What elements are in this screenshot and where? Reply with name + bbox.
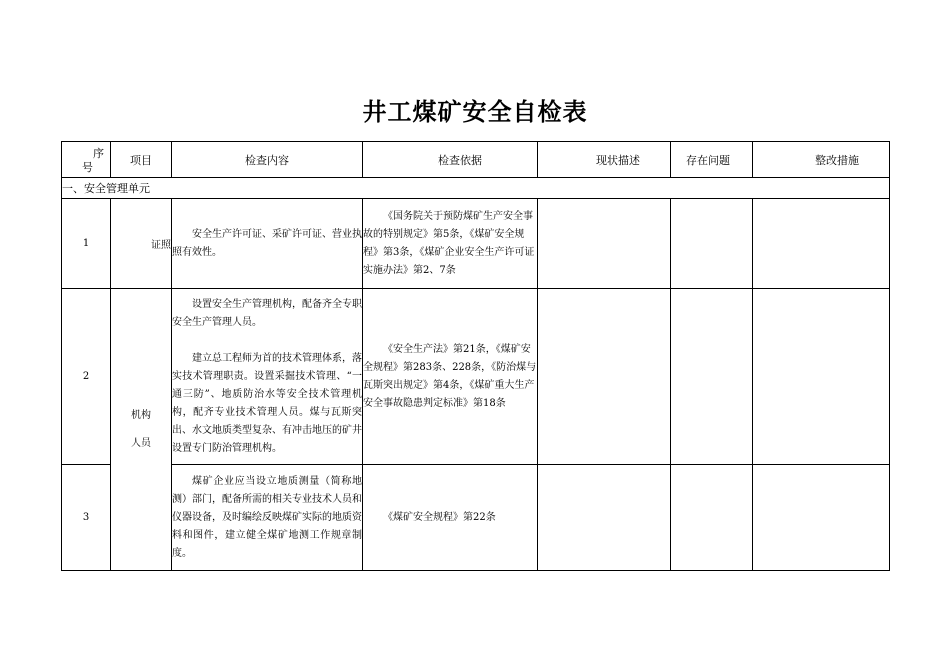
header-content: 检查内容 xyxy=(172,142,363,178)
row-number: 1 xyxy=(62,199,111,289)
row-content xyxy=(172,289,363,465)
header-measure: 整改措施 xyxy=(753,142,890,178)
row-problem-cell[interactable] xyxy=(671,289,753,465)
content-paragraph: 设置安全生产管理机构，配备齐全专职安全生产管理人员。 xyxy=(172,298,362,328)
basis-paragraph: 《国务院关于预防煤矿生产安全事故的特别规定》第5条，《煤矿安全规程》第3条，《煤矿企业安全生产许可证实施办法》第2、7条 xyxy=(363,210,535,276)
row-problem-cell[interactable] xyxy=(671,465,753,571)
row-basis xyxy=(363,289,538,465)
row-basis xyxy=(363,199,538,289)
header-status: 现状描述 xyxy=(538,142,671,178)
header-basis: 检查依据 xyxy=(363,142,538,178)
content-paragraph: 煤矿企业应当设立地质测量（简称地测）部门，配备所需的相关专业技术人员和仪器设备，及时编绘反映煤矿实际的地质资料和图件，建立健全煤矿地测工作规章制度。 xyxy=(172,475,362,559)
row-measure-cell[interactable] xyxy=(753,465,890,571)
table-row xyxy=(62,199,890,289)
row-status-cell[interactable] xyxy=(538,289,671,465)
header-no xyxy=(62,142,111,178)
content-paragraph: 建立总工程师为首的技术管理体系，落实技术管理职责。设置采掘技术管理、“一通三防”、地质防治水等安全技术管理机构，配齐专业技术管理人员。煤与瓦斯突出、水文地质类型复杂、有冲击地压的矿井设置专门防治管理机构。 xyxy=(172,352,362,454)
row-status-cell[interactable] xyxy=(538,465,671,571)
table-row xyxy=(62,289,890,465)
row-number: 3 xyxy=(62,465,111,571)
row-number: 2 xyxy=(62,289,111,465)
row-basis xyxy=(363,465,538,571)
content-paragraph: 安全生产许可证、采矿许可证、营业执照有效性。 xyxy=(172,228,362,258)
section-title: 一、安全管理单元 xyxy=(62,178,890,199)
row-content xyxy=(172,199,363,289)
basis-paragraph: 《安全生产法》第21条，《煤矿安全规程》第283条、228条，《防治煤与瓦斯突出规定》第4条，《煤矿重大生产安全事故隐患判定标准》第18条 xyxy=(363,343,537,409)
item-line-2: 人员 xyxy=(131,437,151,449)
header-problem: 存在问题 xyxy=(671,142,753,178)
row-status-cell[interactable] xyxy=(538,199,671,289)
page-title: 井工煤矿安全自检表 xyxy=(362,97,588,126)
basis-paragraph: 《煤矿安全规程》第22条 xyxy=(383,511,496,523)
header-no-bottom: 号 xyxy=(82,161,93,174)
row-problem-cell[interactable] xyxy=(671,199,753,289)
header-item: 项目 xyxy=(111,142,172,178)
self-check-table xyxy=(61,141,890,571)
row-measure-cell[interactable] xyxy=(753,199,890,289)
item-line-1: 机构 xyxy=(131,409,151,421)
header-no-top: 序 xyxy=(93,147,104,160)
section-row xyxy=(62,178,890,199)
table-row xyxy=(62,465,890,571)
row-item xyxy=(111,289,172,571)
row-measure-cell[interactable] xyxy=(753,289,890,465)
table-header-row xyxy=(62,142,890,178)
row-item: 证照 xyxy=(111,199,172,289)
row-content xyxy=(172,465,363,571)
